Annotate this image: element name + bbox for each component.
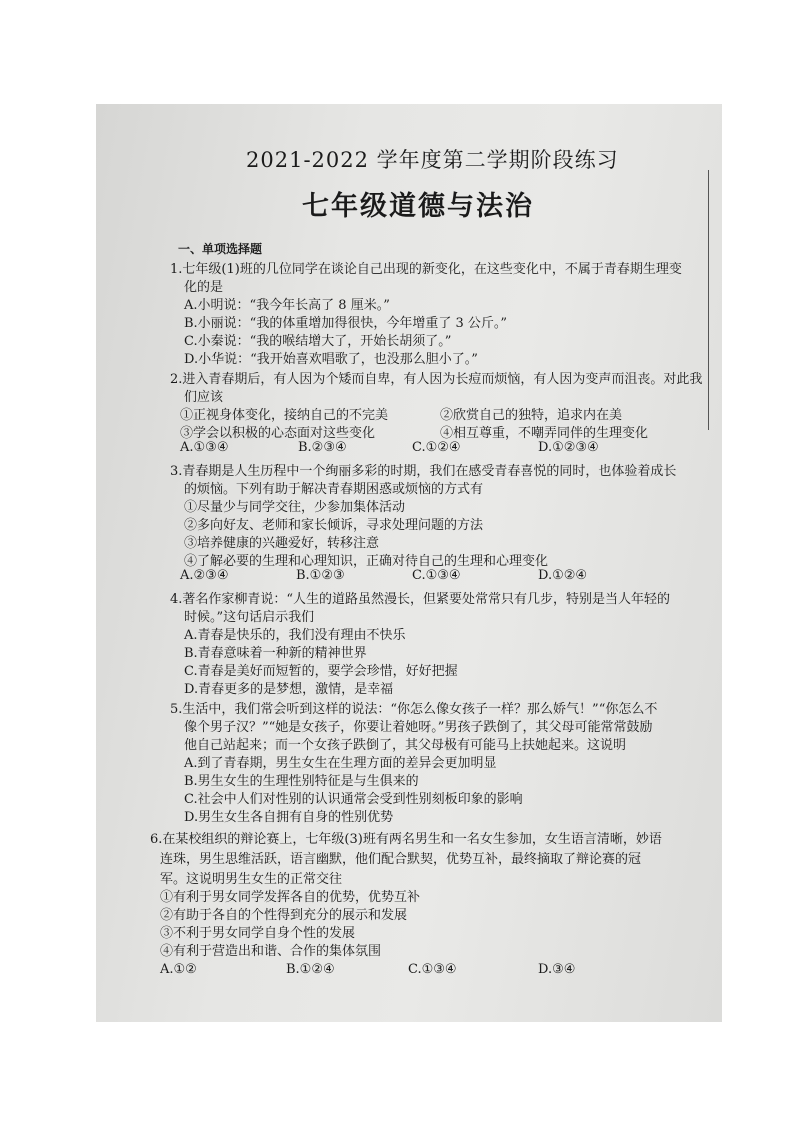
exam-subject: 七年级道德与法治 xyxy=(302,191,534,222)
q3-statement-2: ②多向好友、老师和家长倾诉，寻求处理问题的方法 xyxy=(184,518,484,533)
q3-statement-4: ④了解必要的生理和心理知识，正确对待自己的生理和心理变化 xyxy=(184,554,549,569)
q5-option-a: A.到了青春期，男生女生在生理方面的差异会更加明显 xyxy=(184,756,497,771)
q2-statement-2: ②欣赏自己的独特，追求内在美 xyxy=(440,408,623,423)
q3-statement-1: ①尽量少与同学交往，少参加集体活动 xyxy=(184,500,406,515)
q1-stem-cont: 化的是 xyxy=(184,280,224,295)
q4-option-a: A.青春是快乐的，我们没有理由不快乐 xyxy=(184,628,406,643)
q5-option-b: B.男生女生的生理性别特征是与生俱来的 xyxy=(184,774,419,789)
q2-statement-4: ④相互尊重，不嘲弄同伴的生理变化 xyxy=(440,426,649,441)
q1-option-a: A.小明说：“我今年长高了 8 厘米。” xyxy=(184,298,390,313)
q3-stem-cont: 的烦恼。下列有助于解决青春期困惑或烦恼的方式有 xyxy=(184,482,484,497)
q4-stem-cont: 时候。”这句话启示我们 xyxy=(184,610,315,625)
q4-option-c: C.青春是美好而短暂的，要学会珍惜，好好把握 xyxy=(184,664,458,679)
q2-stem-cont: 们应该 xyxy=(184,390,224,405)
q2-statement-3: ③学会以积极的心态面对这些变化 xyxy=(180,426,376,441)
q3-option-a: A.②③④ xyxy=(180,568,229,583)
q6-option-b: B.①②④ xyxy=(286,962,335,977)
q4-option-b: B.青春意味着一种新的精神世界 xyxy=(184,646,367,661)
q5-stem-cont-2: 他自己站起来；而一个女孩子跌倒了，其父母极有可能马上扶她起来。这说明 xyxy=(184,738,627,753)
section-heading: 一、单项选择题 xyxy=(178,242,263,256)
q2-statement-1: ①正视身体变化，接纳自己的不完美 xyxy=(180,408,389,423)
q6-option-d: D.③④ xyxy=(538,962,576,977)
q3-option-c: C.①③④ xyxy=(412,568,461,583)
q6-statement-3: ③不利于男女同学自身个性的发展 xyxy=(160,926,356,941)
q6-stem: 6.在某校组织的辩论赛上，七年级(3)班有两名男生和一名女生参加，女生语言清晰，妙语 xyxy=(150,832,662,847)
q3-option-d: D.①②④ xyxy=(538,568,588,583)
q5-option-d: D.男生女生各自拥有自身的性别优势 xyxy=(184,810,394,825)
q6-stem-cont-1: 连珠，男生思维活跃，语言幽默，他们配合默契，优势互补，最终摘取了辩论赛的冠 xyxy=(160,852,642,867)
q1-option-c: C.小秦说：“我的喉结增大了，开始长胡须了。” xyxy=(184,334,452,349)
q4-stem: 4.著名作家柳青说：“人生的道路虽然漫长，但紧要处常常只有几步，特别是当人年轻的 xyxy=(170,592,671,607)
q3-statement-3: ③培养健康的兴趣爱好，转移注意 xyxy=(184,536,380,551)
q2-option-b: B.②③④ xyxy=(298,440,347,455)
q6-option-a: A.①② xyxy=(160,962,197,977)
q1-option-b: B.小丽说：“我的体重增加得很快，今年增重了 3 公斤。” xyxy=(184,316,508,331)
margin-line xyxy=(708,170,709,430)
q1-option-d: D.小华说：“我开始喜欢唱歌了，也没那么胆小了。” xyxy=(184,352,478,367)
q4-option-d: D.青春更多的是梦想，激情，是幸福 xyxy=(184,682,394,697)
q3-stem: 3.青春期是人生历程中一个绚丽多彩的时期，我们在感受青春喜悦的同时，也体验着成长 xyxy=(170,464,677,479)
q2-stem: 2.进入青春期后，有人因为个矮而自卑，有人因为长痘而烦恼，有人因为变声而沮丧。对此我 xyxy=(170,372,703,387)
q1-stem: 1.七年级(1)班的几位同学在谈论自己出现的新变化，在这些变化中，不属于青春期生理变 xyxy=(170,262,682,277)
q2-option-a: A.①③④ xyxy=(180,440,229,455)
q5-stem: 5.生活中，我们常会听到这样的说法：“你怎么像女孩子一样？那么娇气！”“你怎么不 xyxy=(170,702,658,717)
q6-statement-1: ①有利于男女同学发挥各自的优势，优势互补 xyxy=(160,890,421,905)
q2-option-d: D.①②③④ xyxy=(538,440,599,455)
q6-option-c: C.①③④ xyxy=(408,962,457,977)
q5-stem-cont-1: 像个男子汉？”“她是女孩子，你要让着她呀。”男孩子跌倒了，其父母可能常常鼓励 xyxy=(184,720,653,735)
q6-stem-cont-2: 军。这说明男生女生的正常交往 xyxy=(160,872,343,887)
q5-option-c: C.社会中人们对性别的认识通常会受到性别刻板印象的影响 xyxy=(184,792,523,807)
q6-statement-2: ②有助于各自的个性得到充分的展示和发展 xyxy=(160,908,408,923)
exam-title: 2021-2022 学年度第二学期阶段练习 xyxy=(246,148,619,172)
q6-statement-4: ④有利于营造出和谐、合作的集体氛围 xyxy=(160,944,382,959)
q2-option-c: C.①②④ xyxy=(412,440,461,455)
exam-paper xyxy=(96,104,722,1022)
q3-option-b: B.①②③ xyxy=(296,568,345,583)
